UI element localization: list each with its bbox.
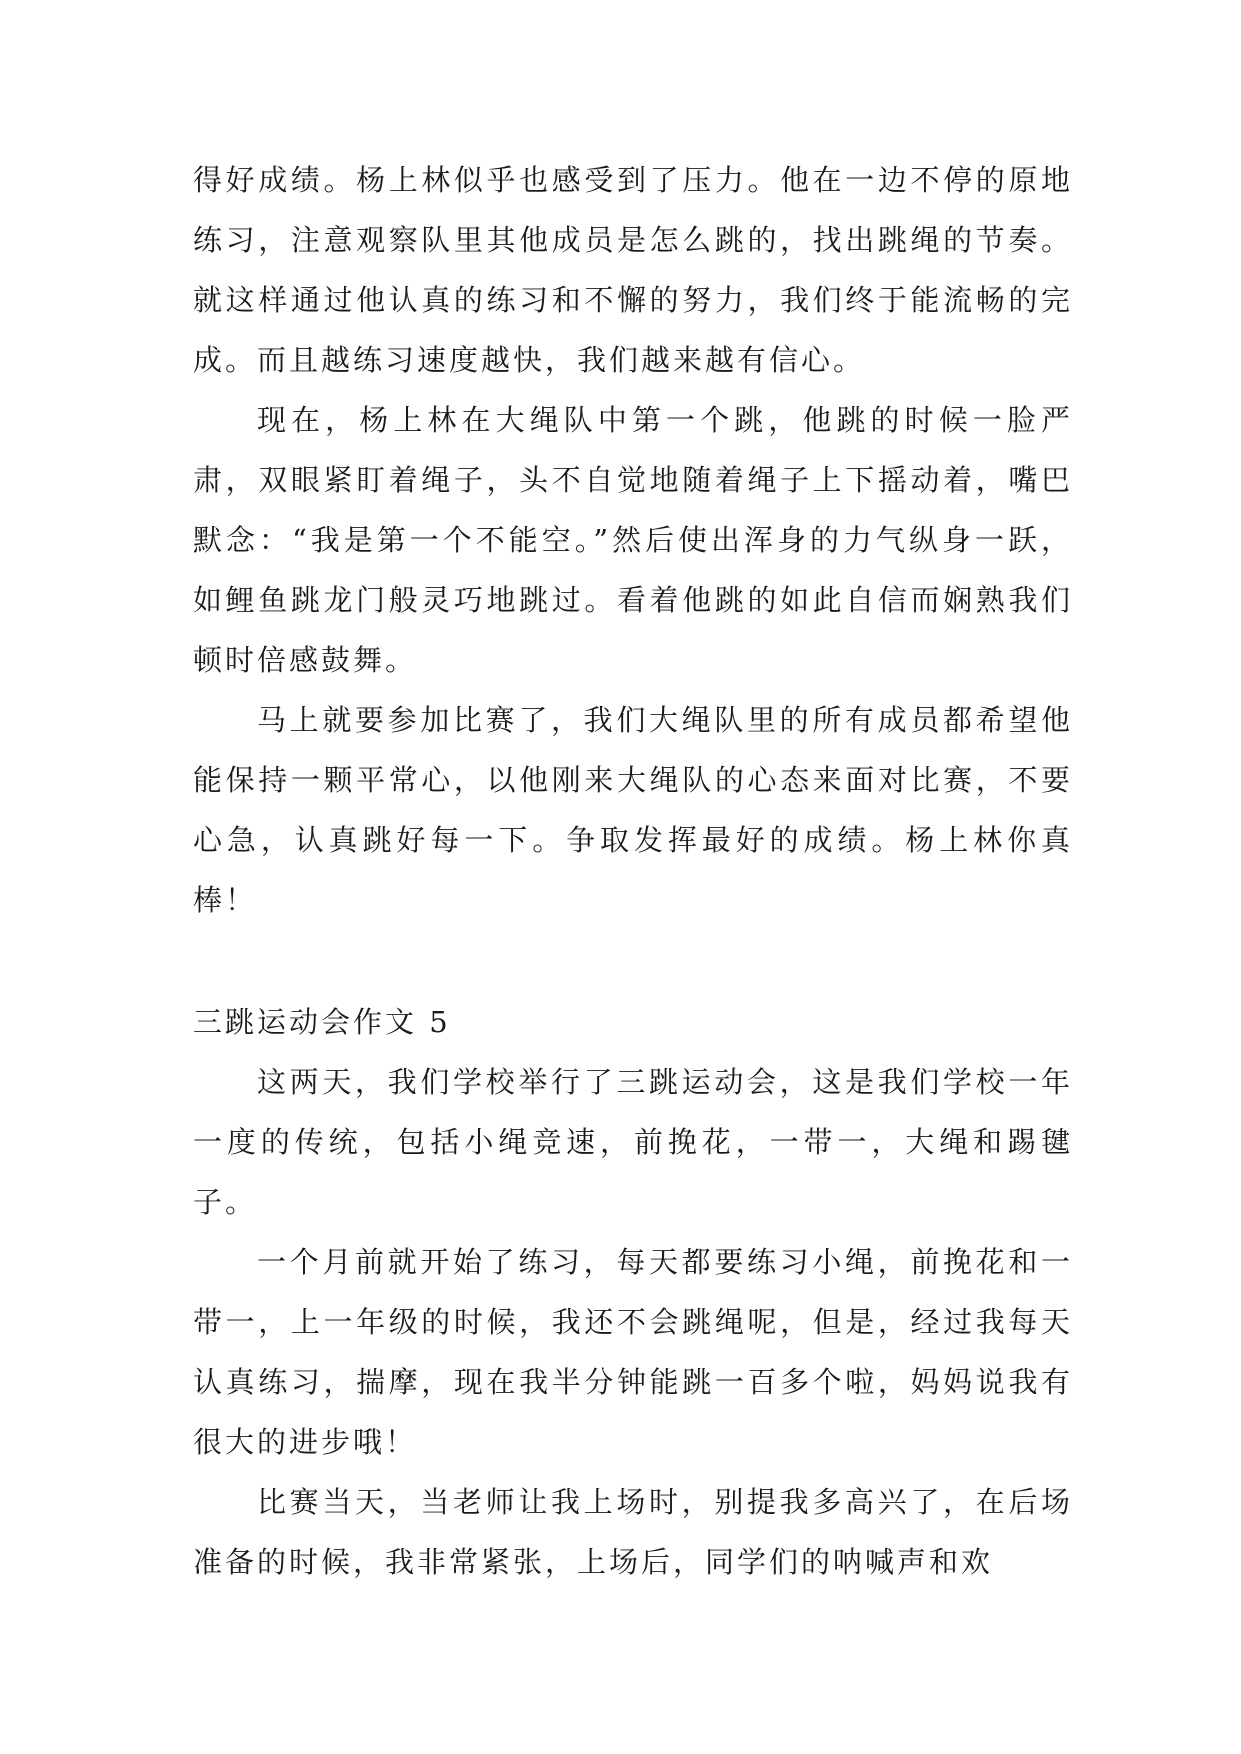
section-title: 三跳运动会作文 5 [193,1005,451,1039]
paragraph: 比赛当天，当老师让我上场时，别提我多高兴了，在后场准备的时候，我非常紧张，上场后，同学们的呐喊声和欢 [193,1485,1073,1579]
paragraph-continuation: 得好成绩。杨上林似乎也感受到了压力。他在一边不停的原地练习，注意观察队里其他成员是怎么跳的，找出跳绳的节奏。就这样通过他认真的练习和不懈的努力，我们终于能流畅的完成。而且越练习速度越快，我们越来越有信心。 [193,163,1073,377]
paragraph: 马上就要参加比赛了，我们大绳队里的所有成员都希望他能保持一颗平常心，以他刚来大绳队的心态来面对比赛，不要心急，认真跳好每一下。争取发挥最好的成绩。杨上林你真棒！ [193,703,1073,917]
document-body [193,150,1073,1592]
paragraph: 一个月前就开始了练习，每天都要练习小绳，前挽花和一带一，上一年级的时候，我还不会跳绳呢，但是，经过我每天认真练习，揣摩，现在我半分钟能跳一百多个啦，妈妈说我有很大的进步哦！ [193,1245,1073,1459]
paragraph: 现在，杨上林在大绳队中第一个跳，他跳的时候一脸严肃，双眼紧盯着绳子，头不自觉地随着绳子上下摇动着，嘴巴默念：“我是第一个不能空。”然后使出浑身的力气纵身一跃，如鲤鱼跳龙门般灵巧地跳过。看着他跳的如此自信而娴熟我们顿时倍感鼓舞。 [193,403,1073,677]
paragraph: 这两天，我们学校举行了三跳运动会，这是我们学校一年一度的传统，包括小绳竞速，前挽花，一带一，大绳和踢毽子。 [193,1065,1073,1219]
